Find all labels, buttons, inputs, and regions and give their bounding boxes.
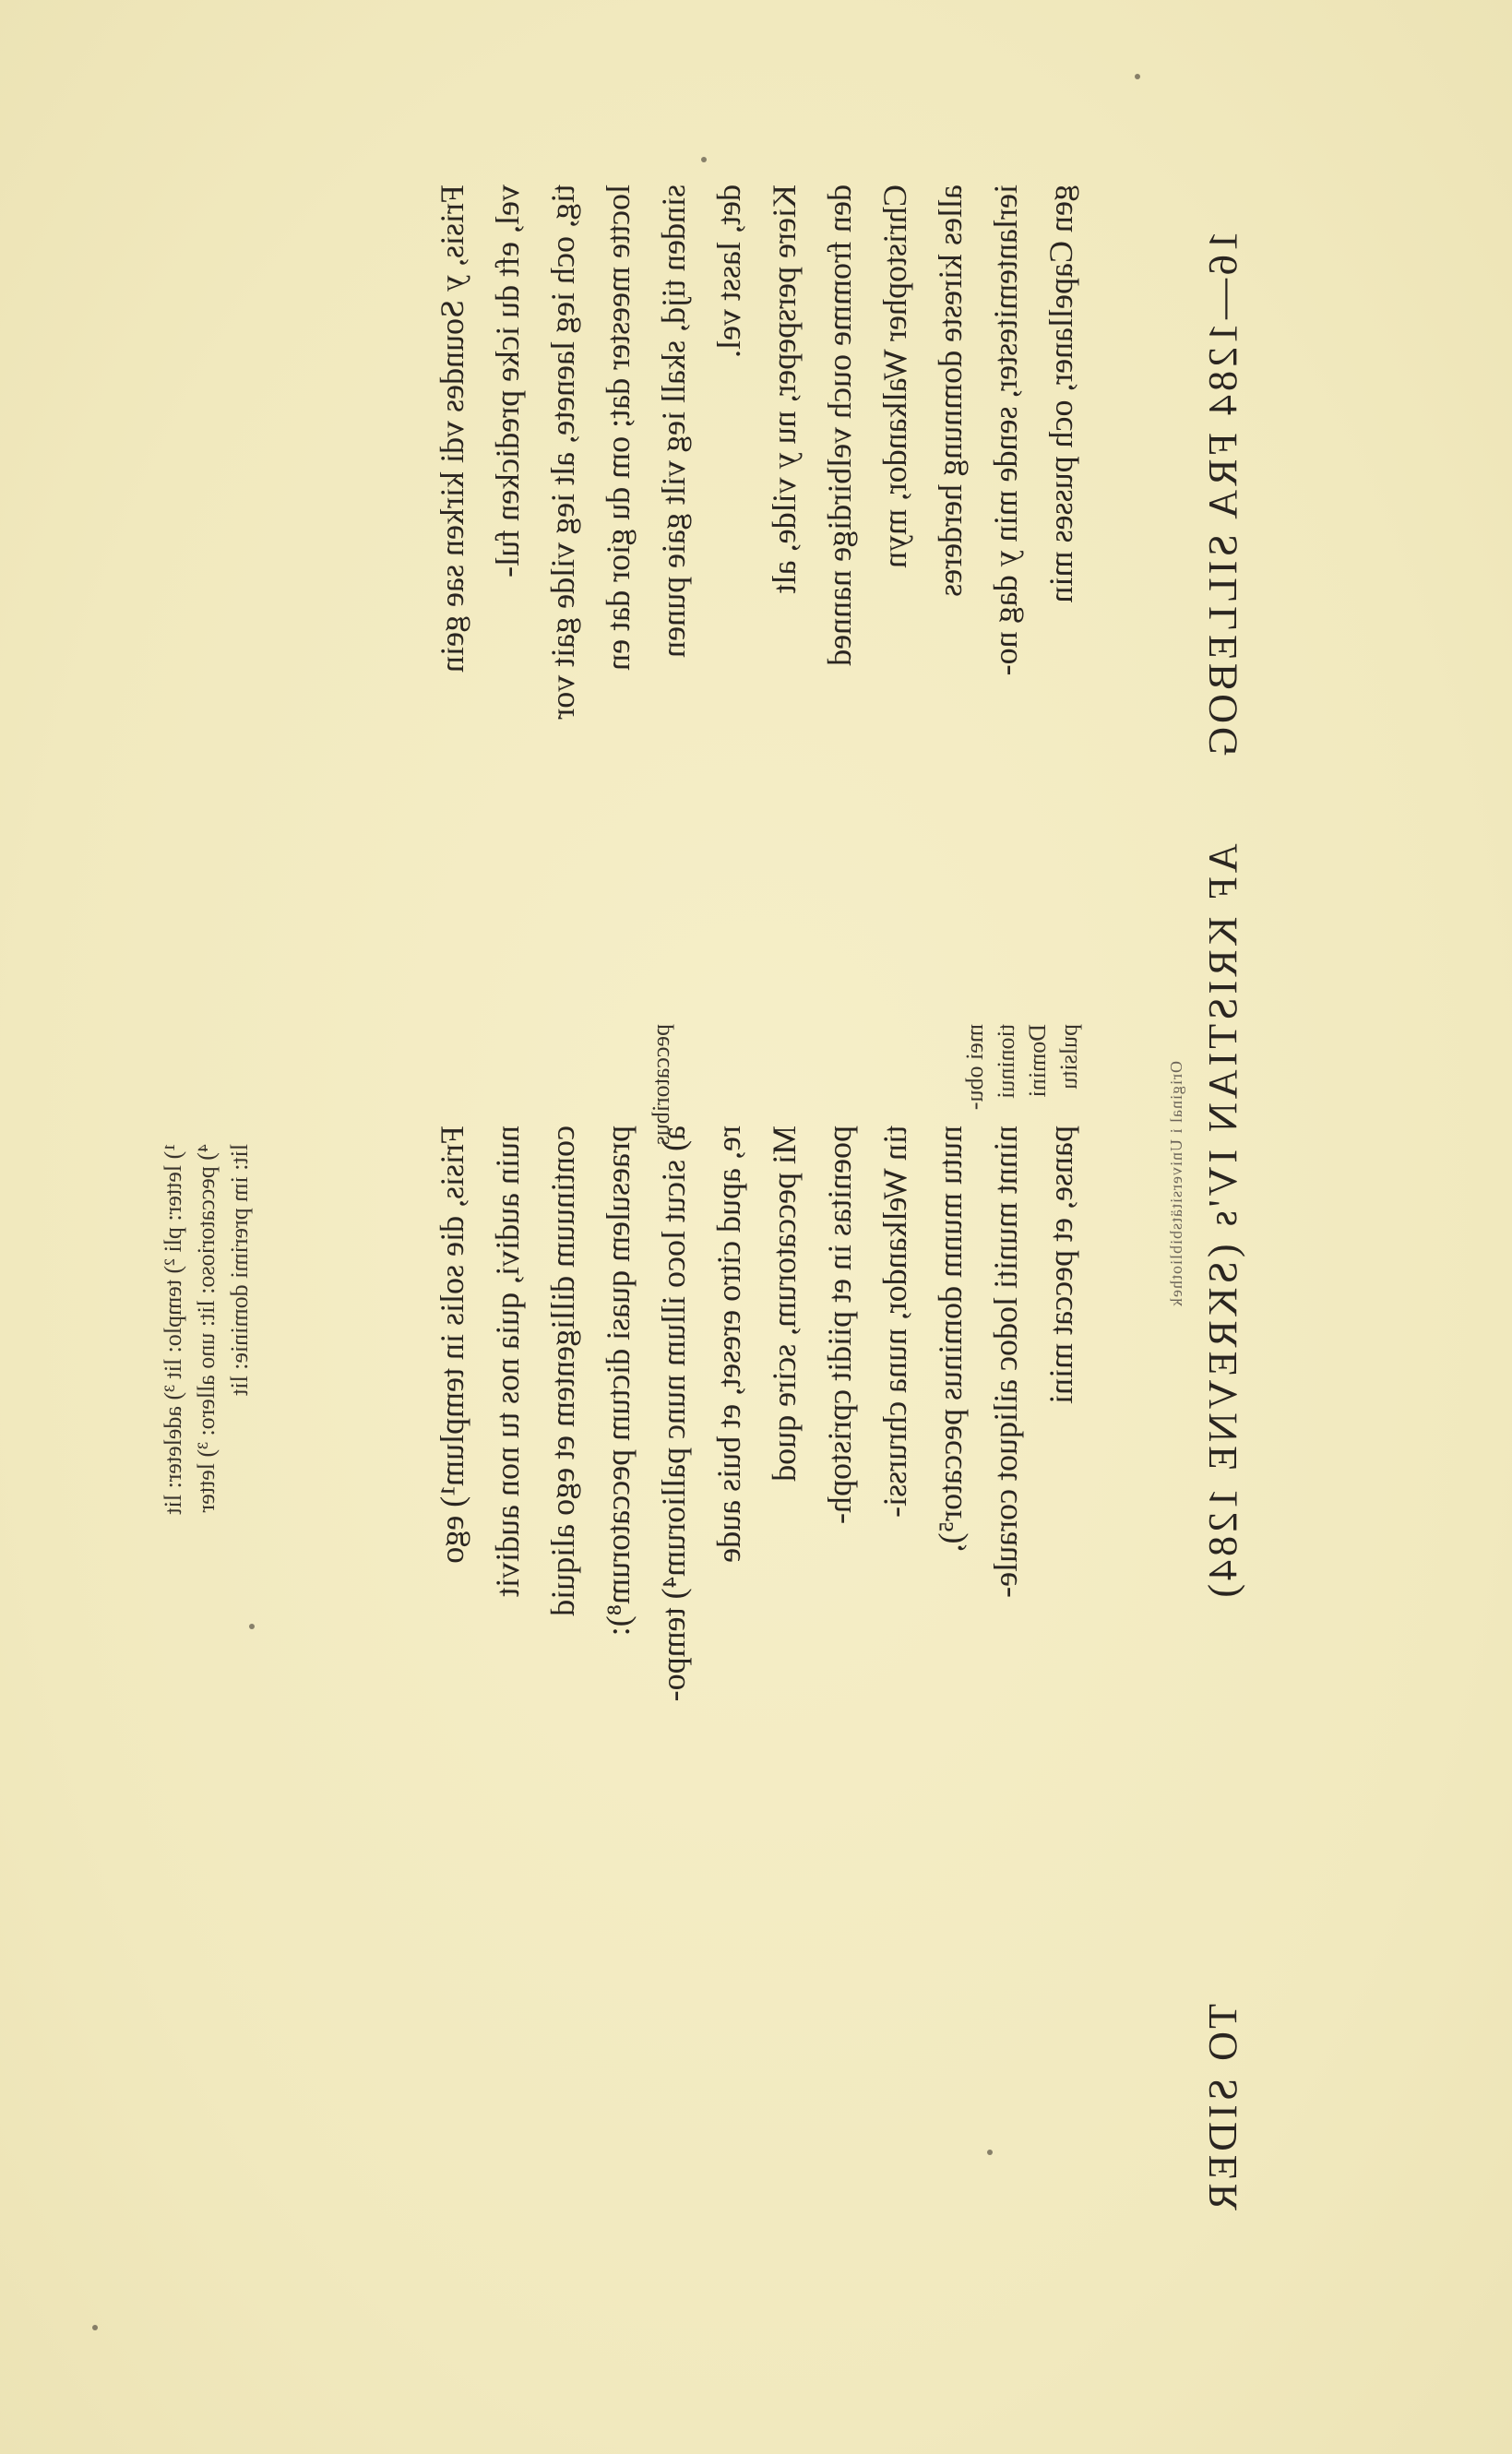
text-line: ierlantemitester, sende min y dag no-	[987, 185, 1024, 676]
text-line: re, apud citro ereset, et buis aude	[710, 1126, 747, 1563]
text-line: tin Welkandor, nuna chrurssi-	[876, 1126, 913, 1518]
text-line: gen Capellaner, och pusses min	[1042, 185, 1079, 603]
text-line: Christopher Walkandor, myn	[876, 185, 913, 568]
text-line: praesulem quasi dictum peccatorum⁸):	[600, 1126, 637, 1637]
text-line: tig, och ieg laenete, alt ieg vilde gait vor	[544, 185, 581, 720]
page-header	[1199, 231, 1246, 2214]
header-left: 16—1284 FRA SILLEBOG	[1200, 231, 1245, 760]
margin-note: Domini	[1024, 1024, 1051, 1098]
text-line: loctte meester dat; om du gior dat en	[600, 185, 637, 671]
footnote-line: lit: im prerimi dominie: lit	[226, 1144, 253, 1396]
text-line: poenitas in et piidit cpristoph-	[821, 1126, 858, 1524]
text-line: nuin audivi, quia nos tu non audivit	[489, 1126, 526, 1597]
text-line: den fromme ouch velbirdige nanned	[821, 185, 858, 666]
text-line: det, lasst vel.	[710, 185, 747, 358]
footnotes	[157, 1144, 256, 2067]
paper-speck	[701, 157, 707, 162]
footnote-line: ¹) letter: pli ²) templo: lit ³) adeleter: lit	[160, 1144, 186, 1515]
provenance-line: Original i Universitätsbibliothek	[1167, 1061, 1185, 1307]
text-line: alles kireste domnung herderes	[932, 185, 969, 597]
header-center: AF KRISTIAN IV's (SKREVNE 1284)	[1200, 843, 1245, 1602]
paper-speck	[1135, 74, 1140, 79]
header-right: TO SIDER	[1200, 2004, 1245, 2214]
latin-column	[424, 1126, 1089, 2094]
text-line: continuum dilligentem et ego aliquid	[544, 1126, 581, 1616]
margin-note: tioninui	[993, 1024, 1019, 1099]
text-line: nutu munm dominus peccator⁵),	[932, 1126, 969, 1553]
margin-note: mei obu-	[961, 1024, 988, 1111]
footnote-line: ⁴) peccatorioso: lit: uno allero: ³) letter	[193, 1144, 220, 1513]
text-line: Frisis, y Soundes vdi kirken sae gein	[434, 185, 470, 673]
text-line: vel, eft du icke predicken ful-	[489, 185, 526, 578]
text-line: sinden tijd, skall ieg vilt gaie punen	[655, 185, 692, 658]
paper-speck	[92, 2325, 98, 2330]
text-line: Frisis, die solis in templum¹) ego	[434, 1126, 470, 1564]
danish-column	[424, 185, 1089, 1107]
text-line: panse, et peccat mini	[1042, 1126, 1079, 1404]
paper-speck	[987, 2150, 993, 2155]
text-line: Kiere perspeper, nu y vilde, alt	[766, 185, 803, 594]
margin-note: peccatoribus	[648, 1024, 674, 1146]
paper-speck	[249, 1624, 255, 1629]
text-line: ninnt muniti lodoc ailiquot coraule-	[987, 1126, 1024, 1598]
text-line: Mi peccatorum, scire quod	[766, 1126, 803, 1482]
margin-note: pulsitu	[1055, 1024, 1082, 1090]
text-line: a) sicut loco illum nunc palliorum⁴) tempo-	[655, 1126, 692, 1702]
